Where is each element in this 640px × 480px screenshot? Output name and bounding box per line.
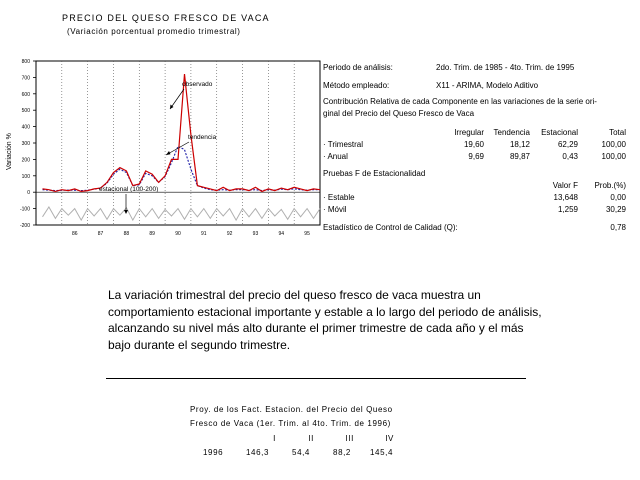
y-tick-label: 400	[21, 124, 30, 131]
proy-value: 54,4	[292, 448, 310, 457]
series-lines	[43, 74, 321, 220]
control-label: Estadístico de Control de Calidad (Q):	[323, 223, 458, 232]
y-tick-label: -200	[19, 223, 30, 229]
proy-year: 1996	[203, 448, 224, 457]
contrib-line-1: Contribución Relativa de cada Componente en las variaciones de la serie ori-	[323, 97, 597, 106]
grid-lines	[36, 61, 320, 225]
pruebas-cell: 13,648	[553, 193, 578, 202]
y-tick-label: 0	[27, 190, 30, 197]
y-tick-label: 100	[21, 173, 30, 180]
contrib-header-total: Total	[609, 128, 626, 137]
y-tick-label: 700	[21, 75, 30, 82]
y-ticks	[20, 59, 36, 229]
annotation-observado: observado	[182, 81, 213, 88]
x-tick-label: 92	[226, 231, 233, 237]
y-tick-label: 600	[21, 91, 30, 98]
metodo-value: X11 - ARIMA, Modelo Aditivo	[436, 81, 539, 90]
y-tick-label: 300	[21, 141, 30, 147]
pruebas-row-label: · Móvil	[323, 205, 347, 214]
x-tick-label: 86	[71, 231, 78, 237]
contrib-row-label: · Trimestral	[323, 140, 363, 149]
proy-title-1: Proy. de los Fact. Estacion. del Precio del Queso	[190, 405, 393, 414]
y-tick-label: 200	[21, 157, 30, 164]
y-tick-label: -100	[19, 206, 30, 213]
annotation-tendencia: tendencia	[188, 134, 217, 141]
contrib-cell: 0,43	[562, 152, 578, 161]
x-ticks	[72, 231, 310, 237]
divider	[106, 378, 526, 379]
chart-title: PRECIO DEL QUESO FRESCO DE VACA	[62, 13, 270, 23]
y-tick-label: 800	[21, 59, 30, 65]
x-tick-label: 87	[97, 231, 104, 237]
proy-header: IV	[385, 434, 394, 443]
control-value: 0,78	[610, 223, 626, 232]
y-axis-label: Variación %	[6, 133, 13, 170]
contrib-cell: 100,00	[601, 152, 626, 161]
contrib-header-tendencia: Tendencia	[493, 128, 530, 137]
x-tick-label: 88	[123, 231, 130, 237]
annotation-arrowhead	[124, 210, 128, 214]
pruebas-header-prob: Prob.(%)	[594, 181, 626, 190]
y-tick-label: 500	[21, 108, 30, 115]
contrib-cell: 62,29	[557, 140, 578, 149]
pruebas-row-label: · Estable	[323, 193, 355, 202]
periodo-label: Periodo de análisis:	[323, 63, 393, 72]
x-tick-label: 91	[201, 231, 207, 237]
contrib-header-irregular: Irregular	[454, 128, 484, 137]
series-line-observado	[43, 74, 321, 191]
contrib-cell: 19,60	[463, 140, 484, 149]
chart-subtitle: (Variación porcentual promedio trimestral)	[67, 27, 241, 36]
plot-frame	[36, 61, 320, 225]
x-tick-label: 93	[252, 231, 259, 237]
pruebas-cell: 1,259	[557, 205, 578, 214]
contrib-row-label: · Anual	[323, 152, 348, 161]
proy-header: I	[273, 434, 276, 443]
proy-header: III	[345, 434, 354, 443]
pruebas-title: Pruebas F de Estacionalidad	[323, 169, 426, 178]
proy-value: 145,4	[369, 448, 393, 457]
proy-value: 88,2	[333, 448, 351, 457]
series-line-tendencia	[43, 146, 321, 190]
contrib-header-estacional: Estacional	[541, 128, 578, 137]
metodo-label: Método empleado:	[323, 81, 390, 90]
contrib-line-2: ginal del Precio del Queso Fresco de Vaca	[323, 109, 475, 118]
line-chart	[0, 50, 330, 300]
annotation-arrowhead	[166, 151, 171, 155]
x-tick-label: 95	[304, 231, 310, 237]
annotation-estacional: estacional (100-200)	[99, 186, 159, 193]
summary-paragraph: La variación trimestral del precio del queso fresco de vaca muestra un comportamiento estacional importante y estable a lo largo del periodo de análisis, alcanzando su nivel más alto durante el primer trimestre de cada año y el más bajo durante el segundo trimestre.	[108, 288, 542, 352]
pruebas-cell: 30,29	[605, 205, 626, 214]
contrib-cell: 89,87	[509, 152, 530, 161]
contrib-cell: 100,00	[601, 140, 626, 149]
contrib-cell: 18,12	[509, 140, 530, 149]
proy-value: 146,3	[245, 448, 269, 457]
pruebas-cell: 0,00	[610, 193, 626, 202]
x-tick-label: 89	[149, 231, 155, 237]
periodo-value: 2do. Trim. de 1985 - 4to. Trim. de 1995	[436, 63, 575, 72]
series-line-estacional	[43, 207, 321, 220]
x-tick-label: 94	[278, 231, 285, 237]
x-tick-label: 90	[175, 231, 181, 237]
pruebas-header-valor: Valor F	[552, 181, 578, 190]
annotations	[99, 81, 217, 214]
proy-header: II	[308, 434, 314, 443]
contrib-cell: 9,69	[468, 152, 484, 161]
proy-title-2: Fresco de Vaca (1er. Trim. al 4to. Trim. de 1996)	[190, 419, 391, 428]
